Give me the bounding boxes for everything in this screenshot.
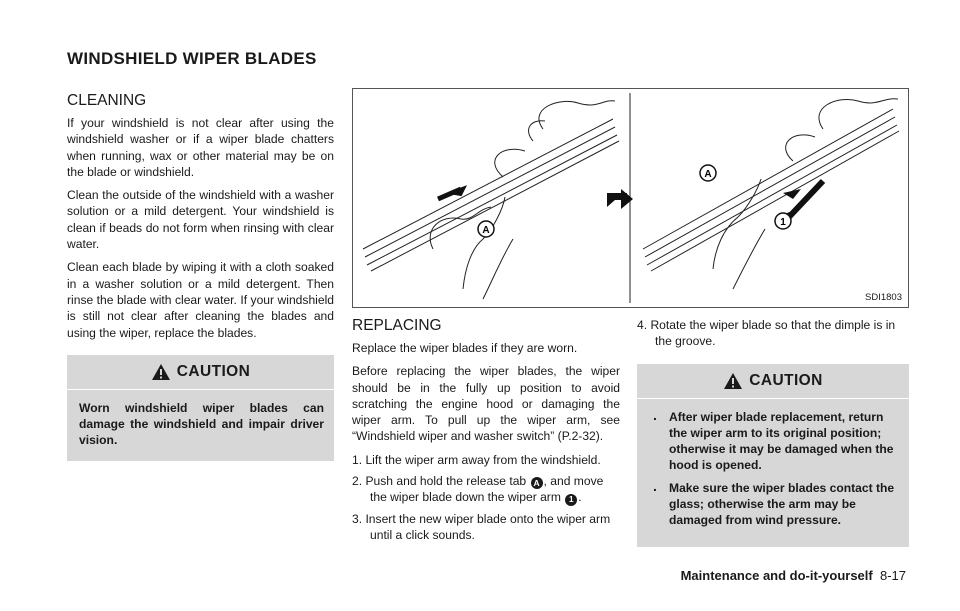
wiper-illustration <box>352 88 909 308</box>
step-item: 4. Rotate the wiper blade so that the dimple is in the groove. <box>637 318 896 349</box>
cleaning-paragraph: Clean the outside of the windshield with a washer solution or a mild detergent. Your windshield is clean if beads do not form when rinsing with clear water. <box>67 188 334 252</box>
step-item: 3. Insert the new wiper blade onto the wiper arm until a click sounds. <box>352 511 611 542</box>
step-item: 1. Lift the wiper arm away from the windshield. <box>352 452 601 467</box>
step-text: . <box>578 490 582 505</box>
warning-icon <box>723 372 743 390</box>
replacing-column <box>352 317 620 548</box>
replacing-steps <box>352 452 620 543</box>
caution-header <box>637 372 909 399</box>
caution-item: . After wiper blade replacement, return the wiper arm to its original position; otherwise it may be damaged when the hood is opened. <box>649 409 899 474</box>
replacing-heading: REPLACING <box>352 317 442 334</box>
callout-a: A <box>482 225 490 236</box>
step-item <box>352 473 620 506</box>
section-title: WINDSHIELD WIPER BLADES <box>67 49 317 68</box>
caution-box <box>637 364 909 547</box>
step-text: 2. Push and hold the release tab <box>352 474 530 489</box>
page-footer <box>681 568 906 583</box>
callout-a: A <box>704 169 712 180</box>
caution-list <box>649 409 899 529</box>
caution-label: CAUTION <box>176 362 251 380</box>
replacing-paragraph: Replace the wiper blades if they are worn. <box>352 341 578 355</box>
caution-text: Worn windshield wiper blades can damage the windshield and impair driver vision. <box>79 400 324 448</box>
figure-code: SDI1803 <box>865 292 902 303</box>
replacing-column-continued <box>637 317 909 547</box>
page-number: 8-17 <box>879 568 906 583</box>
cleaning-paragraph: If your windshield is not clear after using the windshield washer or if a wiper blade chatters when running, wax or other material may be on the blade or windshield. <box>67 116 334 179</box>
cleaning-paragraph: Clean each blade by wiping it with a cloth soaked in a washer solution or a mild detergent. Then rinse the blade with clear water. If your windshield is still not clear after cleaning the blades and using the wiper, replace the blades. <box>67 260 334 340</box>
caution-label: CAUTION <box>749 371 823 389</box>
callout-1: 1 <box>780 217 786 228</box>
warning-icon <box>151 363 171 381</box>
caution-box <box>67 355 334 461</box>
caution-header <box>67 363 334 390</box>
wiper-blade-diagram <box>353 89 908 307</box>
replacing-paragraph: Before replacing the wiper blades, the wiper should be in the fully up position to avoid scratching the engine hood or damaging the wiper arm. To pull up the wiper arm, see “Windshield wiper and washer switch” (P.2-32). <box>352 364 620 444</box>
caution-item: . Make sure the wiper blades contact the glass; otherwise the arm may be damaged from wind pressure. <box>649 480 899 529</box>
cleaning-column <box>67 92 334 461</box>
step-text: , and move the wiper blade down the wiper arm <box>370 474 604 505</box>
callout-1: 1 <box>565 494 577 506</box>
callout-a: A <box>531 477 543 489</box>
cleaning-heading: CLEANING <box>67 92 147 109</box>
replacing-steps <box>637 317 909 350</box>
footer-section: Maintenance and do-it-yourself <box>680 568 873 583</box>
